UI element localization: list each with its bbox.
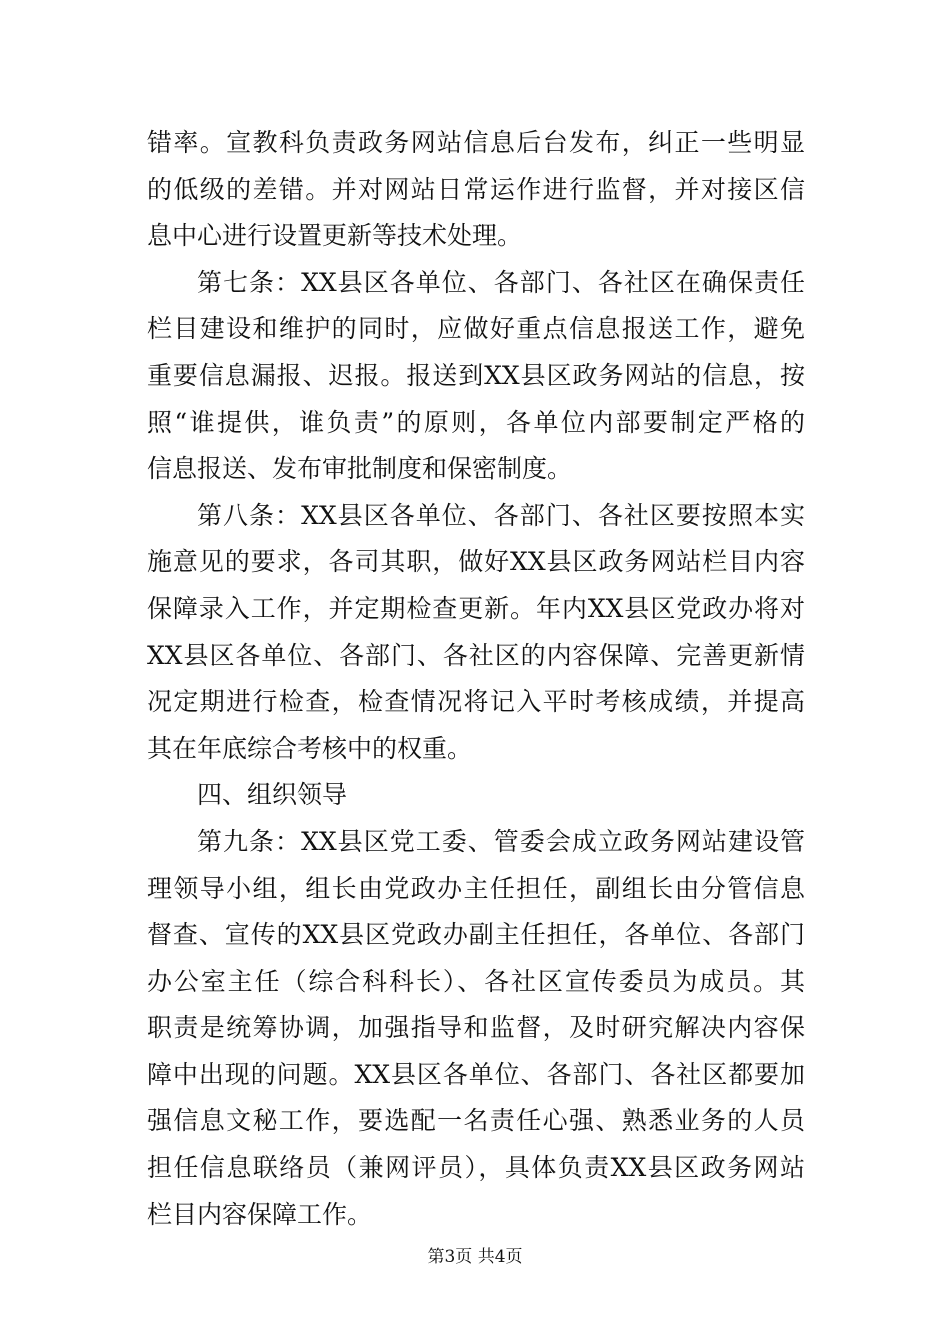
paragraph-line: 错率。宣教科负责政务网站信息后台发布，纠正一些明显	[147, 128, 805, 157]
article-9-line: 第九条：XX县区党工委、管委会成立政务网站建设管	[197, 826, 805, 856]
paragraph-line: 的低级的差错。并对网站日常运作进行监督，并对接区信	[147, 174, 805, 204]
article-7-line: 第七条：XX县区各单位、各部门、各社区在确保责任	[197, 267, 805, 297]
paragraph-line: XX县区各单位、各部门、各社区的内容保障、完善更新情	[147, 640, 805, 670]
paragraph-line: 栏目内容保障工作。	[147, 1199, 373, 1229]
paragraph-line: 息中心进行设置更新等技术处理。	[147, 221, 523, 251]
section-heading: 四、组织领导	[197, 780, 348, 810]
page-number: 第3页 共4页	[427, 1247, 523, 1267]
paragraph-line: 障中出现的问题。XX县区各单位、各部门、各社区都要加	[147, 1059, 805, 1089]
paragraph-line: 强信息文秘工作，要选配一名责任心强、熟悉业务的人员	[147, 1106, 805, 1136]
paragraph-line: 其在年底综合考核中的权重。	[147, 733, 473, 763]
paragraph-line: 职责是统筹协调，加强指导和监督，及时研究解决内容保	[147, 1013, 805, 1043]
paragraph-line: 栏目建设和维护的同时，应做好重点信息报送工作，避免	[147, 314, 805, 344]
paragraph-line: 况定期进行检查，检查情况将记入平时考核成绩，并提高	[147, 687, 805, 717]
page-footer	[0, 1242, 950, 1267]
paragraph-line: 保障录入工作，并定期检查更新。年内XX县区党政办将对	[147, 593, 805, 623]
paragraph-line: 照“谁提供，谁负责”的原则，各单位内部要制定严格的	[147, 407, 805, 437]
paragraph-line: 施意见的要求，各司其职，做好XX县区政务网站栏目内容	[147, 547, 805, 577]
article-8-line: 第八条：XX县区各单位、各部门、各社区要按照本实	[197, 500, 805, 530]
paragraph-line: 督查、宣传的XX县区党政办副主任担任，各单位、各部门	[147, 920, 805, 950]
paragraph-line: 办公室主任（综合科科长）、各社区宣传委员为成员。其	[147, 966, 805, 996]
paragraph-line: 信息报送、发布审批制度和保密制度。	[147, 454, 573, 484]
paragraph-line: 担任信息联络员（兼网评员），具体负责XX县区政务网站	[147, 1153, 805, 1183]
paragraph-line: 理领导小组，组长由党政办主任担任，副组长由分管信息	[147, 873, 805, 903]
paragraph-line: 重要信息漏报、迟报。报送到XX县区政务网站的信息，按	[147, 360, 805, 390]
document-body	[147, 120, 805, 1238]
